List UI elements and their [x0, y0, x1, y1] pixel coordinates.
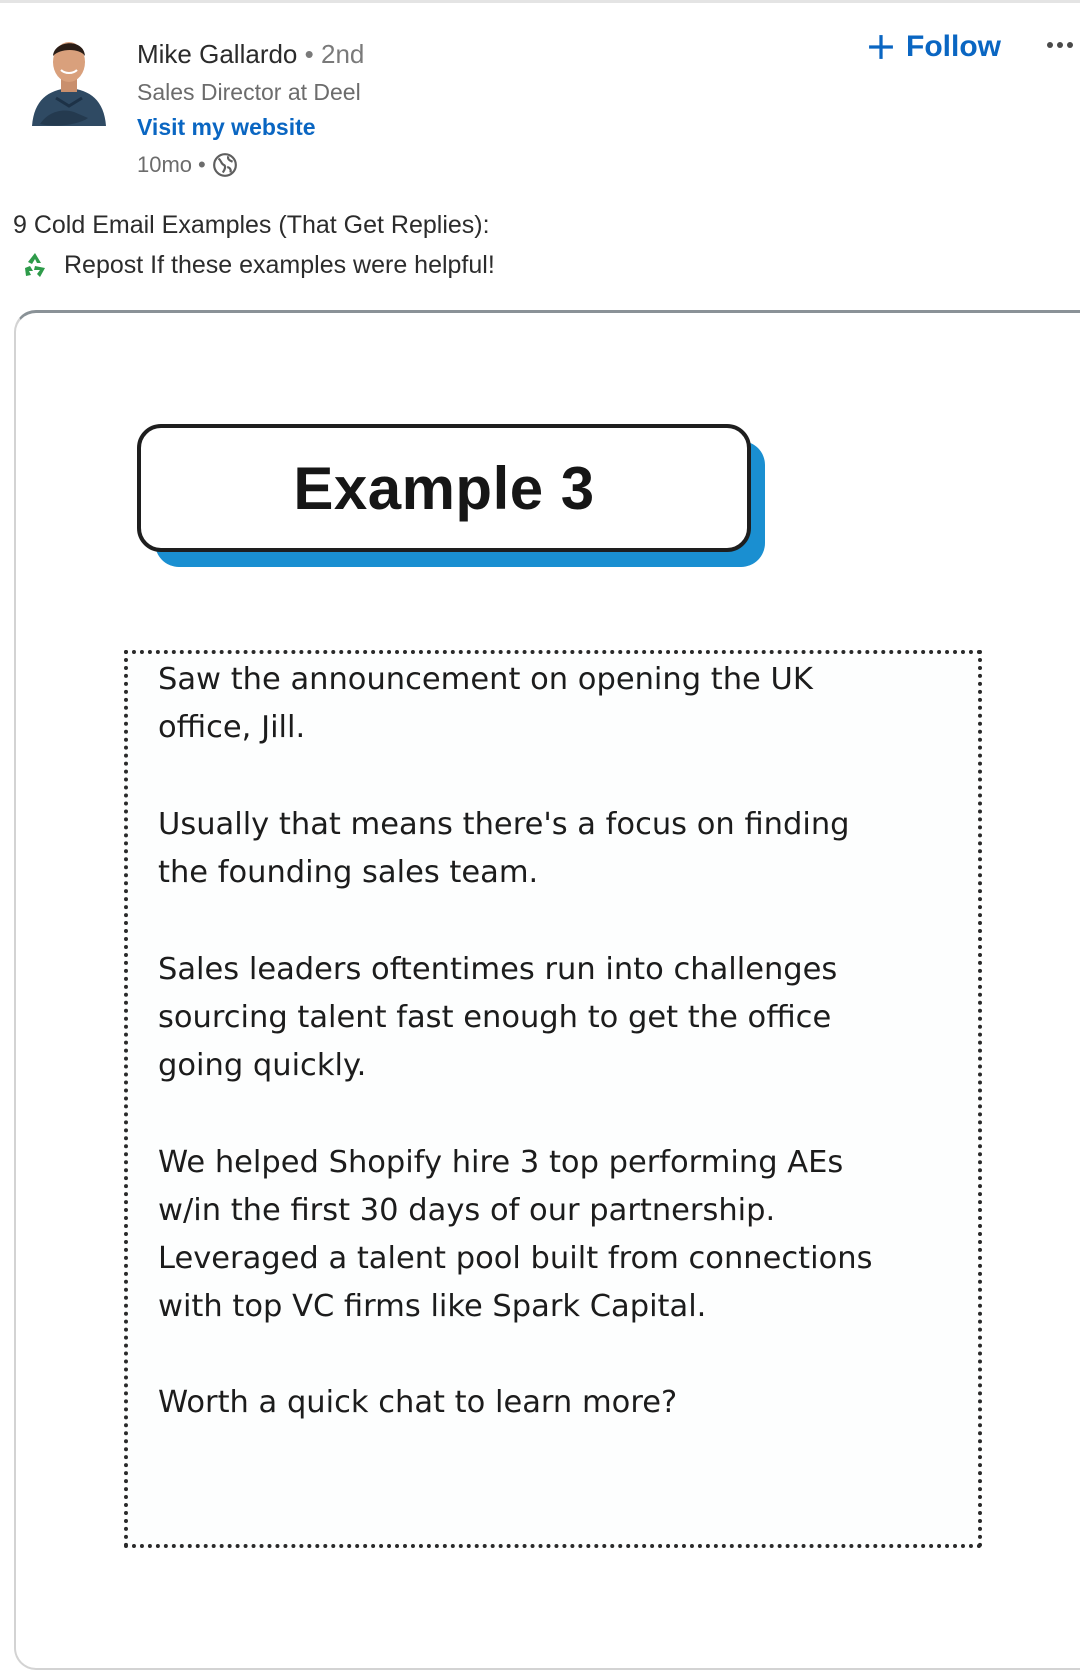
author-separator: •: [304, 39, 314, 69]
time-separator: •: [198, 152, 206, 177]
email-paragraph-5: Worth a quick chat to learn more?: [158, 1385, 678, 1420]
image-title: Example 3: [293, 454, 595, 522]
author-avatar[interactable]: [28, 28, 110, 132]
follow-button[interactable]: [868, 25, 1001, 69]
connection-degree: 2nd: [320, 39, 365, 69]
author-headline: Sales Director at Deel: [137, 79, 361, 105]
visit-website-link[interactable]: Visit my website: [137, 114, 316, 140]
post-text: [13, 205, 495, 285]
author-line: [137, 38, 364, 70]
email-paragraph-4: We helped Shopify hire 3 top performing AEs w/in the first 30 days of our partnership. Leveraged a talent pool built from connections with top VC firms like Spark Capital.: [158, 1145, 873, 1324]
post-text-line-1: 9 Cold Email Examples (That Get Replies):: [13, 211, 490, 239]
email-paragraph-2: Usually that means there's a focus on finding the founding sales team.: [158, 807, 850, 890]
follow-label: Follow: [906, 30, 1001, 63]
title-box: [137, 424, 751, 552]
more-options-icon[interactable]: [1046, 30, 1080, 60]
recycle-icon: [20, 250, 50, 280]
author-name[interactable]: Mike Gallardo: [137, 39, 298, 69]
post-meta: [137, 151, 238, 179]
post-time: 10mo: [137, 152, 193, 177]
post-text-line-2-row: [13, 245, 495, 285]
globe-icon: [212, 152, 238, 178]
plus-icon: [868, 34, 894, 60]
email-paragraph-3: Sales leaders oftentimes run into challenges sourcing talent fast enough to get the office going quickly.: [158, 952, 838, 1083]
email-paragraph-1: Saw the announcement on opening the UK office, Jill.: [158, 662, 813, 745]
post-text-line-2: Repost If these examples were helpful!: [64, 251, 495, 279]
top-divider: [0, 0, 1080, 3]
